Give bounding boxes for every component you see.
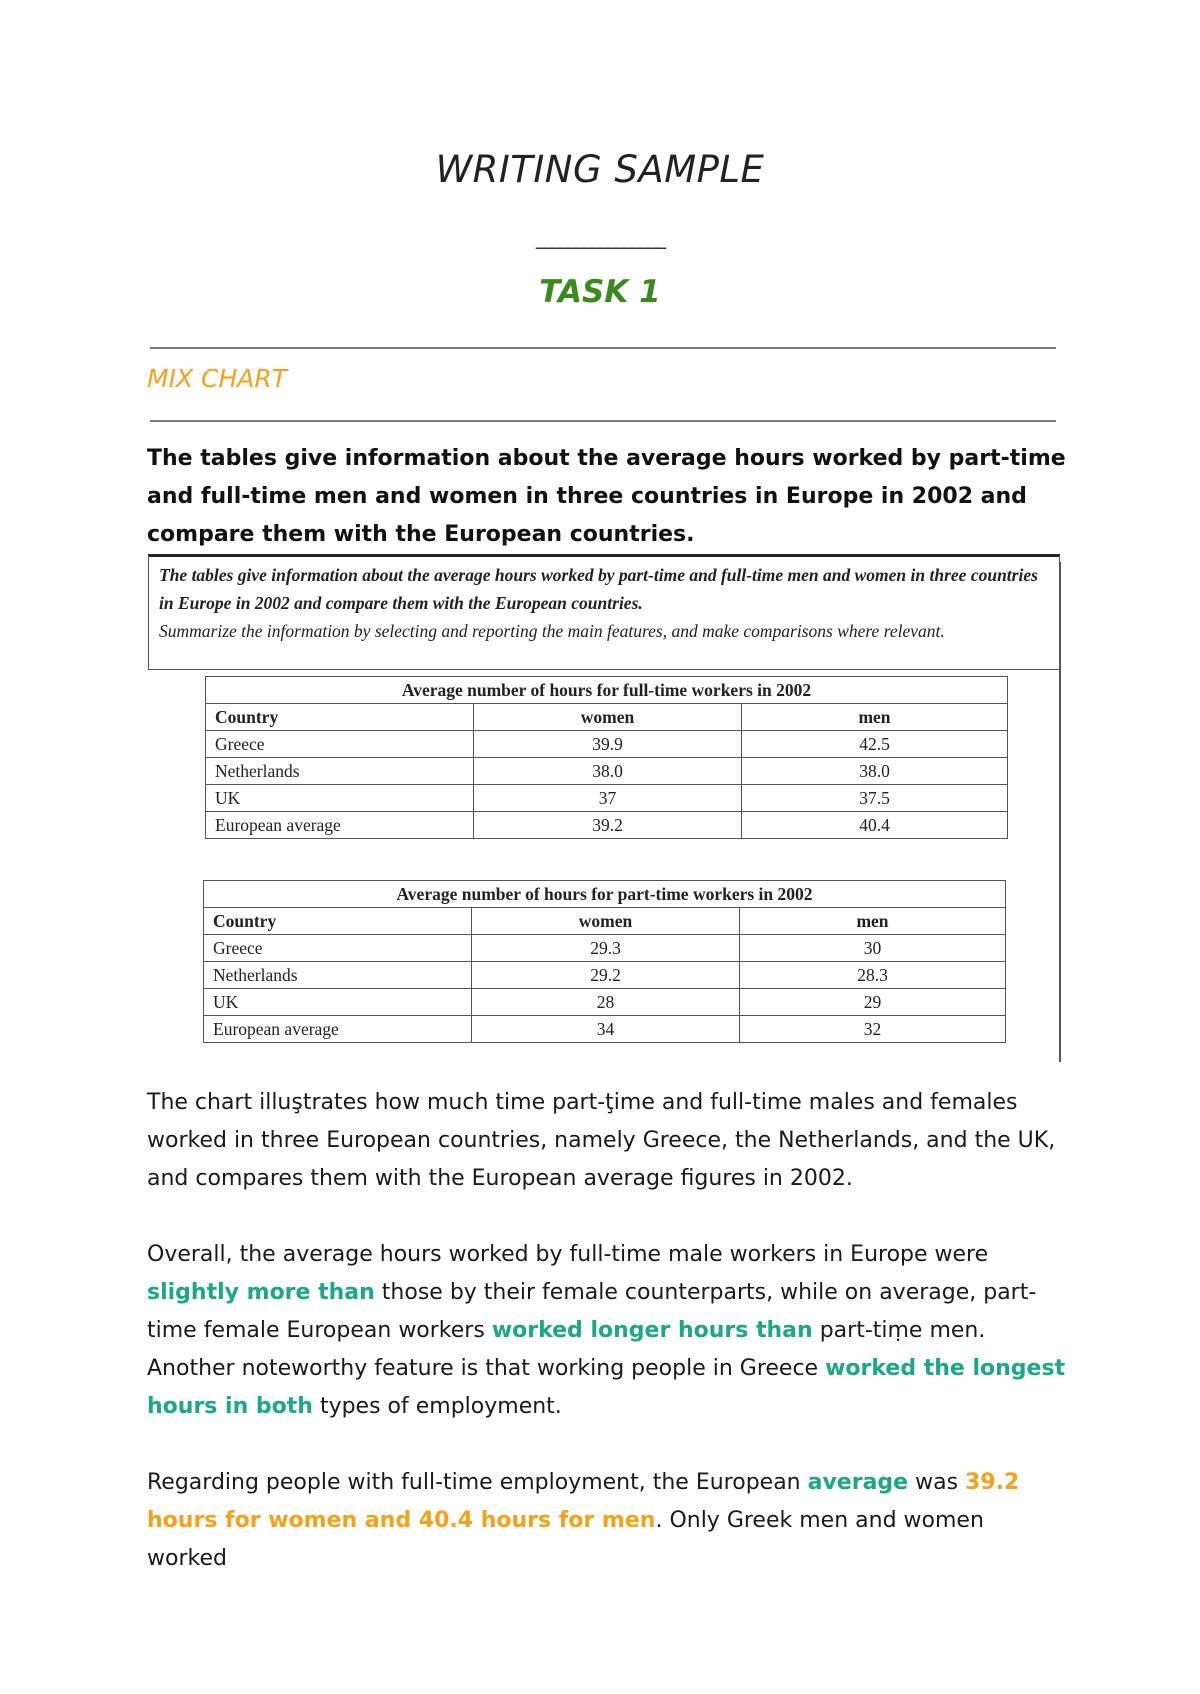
cell-men: 30	[740, 935, 1006, 962]
header-women: women	[474, 704, 742, 731]
part-time-table	[203, 880, 1006, 1043]
cell-men: 42.5	[742, 731, 1008, 758]
title-underline: ________________	[536, 225, 664, 249]
page-title: WRITING SAMPLE	[435, 148, 765, 191]
cell-women: 34	[472, 1016, 740, 1043]
highlight-phrase: slightly more than	[147, 1280, 375, 1305]
task-heading: TASK 1	[539, 274, 661, 310]
overview-text: those by their female counterparts, while on average, part-time female European workers	[147, 1280, 1037, 1343]
task-figure	[148, 554, 1062, 1064]
cell-women: 29.2	[472, 962, 740, 989]
table-row	[206, 785, 1008, 812]
section-divider-bottom	[150, 420, 1056, 422]
overview-text: Overall, the average hours worked by full-time male workers in Europe were	[147, 1242, 989, 1267]
header-men: men	[740, 908, 1006, 935]
overview-text: types of employment.	[312, 1394, 562, 1419]
cell-men: 28.3	[740, 962, 1006, 989]
cell-men: 32	[740, 1016, 1006, 1043]
section-heading: MIX CHART	[147, 364, 288, 393]
figure-prompt-bold: The tables give information about the average hours worked by part-time and full-time men and women in three countries in Europe in 2002 and compare them with the European countries.	[159, 565, 1038, 613]
cell-men: 38.0	[742, 758, 1008, 785]
table-row	[204, 962, 1006, 989]
fulltime-text: . Only Greek men and women worked	[147, 1508, 984, 1571]
header-country: Country	[204, 908, 472, 935]
cell-country: European average	[204, 1016, 472, 1043]
table-row	[204, 1016, 1006, 1043]
task-prompt: The tables give information about the average hours worked by part-time and full-time men and women in three countries in Europe in 2002 and compare them with the European countries.	[147, 446, 1066, 547]
table-row	[206, 731, 1008, 758]
figure-prompt-box	[148, 554, 1060, 670]
cell-men: 40.4	[742, 812, 1008, 839]
header-women: women	[472, 908, 740, 935]
highlight-figure: 39.2 hours for women and 40.4 hours for men	[147, 1470, 1020, 1533]
cell-women: 29.3	[472, 935, 740, 962]
cell-country: European average	[206, 812, 474, 839]
cell-country: UK	[206, 785, 474, 812]
cell-women: 39.2	[474, 812, 742, 839]
header-men: men	[742, 704, 1008, 731]
table-header-row	[204, 908, 1006, 935]
cell-women: 28	[472, 989, 740, 1016]
cell-country: UK	[204, 989, 472, 1016]
highlight-phrase: worked longer hours than	[491, 1318, 813, 1343]
cell-men: 37.5	[742, 785, 1008, 812]
full-time-table	[205, 676, 1008, 839]
table-row	[204, 935, 1006, 962]
essay-paragraph-overview	[147, 1236, 1067, 1426]
header-country: Country	[206, 704, 474, 731]
cell-women: 38.0	[474, 758, 742, 785]
fulltime-text: was	[908, 1470, 966, 1495]
table-row	[206, 812, 1008, 839]
part-time-caption: Average number of hours for part-time workers in 2002	[204, 881, 1006, 908]
essay-paragraph-intro: The chart illuştrates how much time part-ţime and full-time males and females worked in three European countries, namely Greece, the Netherlands, and the UK, and compares them with the European average figures in 2002.	[147, 1090, 1056, 1191]
overview-text: part-tiṃe men. Another noteworthy feature is that working people in Greece	[147, 1318, 986, 1381]
cell-women: 37	[474, 785, 742, 812]
cell-women: 39.9	[474, 731, 742, 758]
cell-country: Greece	[204, 935, 472, 962]
cell-men: 29	[740, 989, 1006, 1016]
table-header-row	[206, 704, 1008, 731]
figure-prompt-italic: Summarize the information by selecting and reporting the main features, and make comparisons where relevant.	[159, 621, 945, 641]
table-row	[204, 989, 1006, 1016]
cell-country: Greece	[206, 731, 474, 758]
table-row	[206, 758, 1008, 785]
cell-country: Netherlands	[206, 758, 474, 785]
fulltime-text: Regarding people with full-time employment, the European	[147, 1470, 808, 1495]
cell-country: Netherlands	[204, 962, 472, 989]
essay-paragraph-fulltime	[147, 1464, 1067, 1578]
highlight-phrase: worked the longest hours in both	[147, 1356, 1066, 1419]
section-divider-top	[150, 347, 1056, 349]
highlight-phrase: average	[807, 1470, 909, 1495]
full-time-caption: Average number of hours for full-time workers in 2002	[206, 677, 1008, 704]
